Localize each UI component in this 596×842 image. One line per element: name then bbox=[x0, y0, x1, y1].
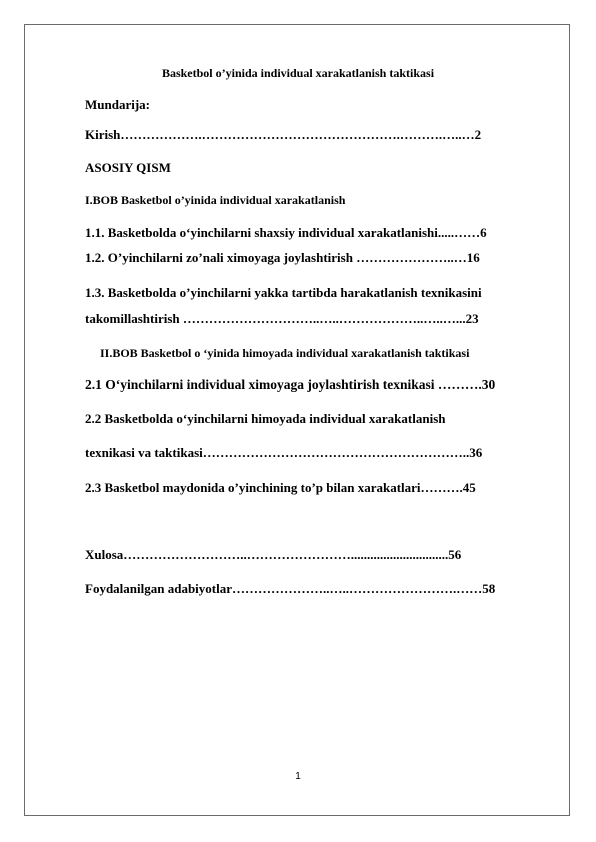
contents-heading: Mundarija: bbox=[85, 97, 150, 112]
toc-entry-2-2-continued: texnikasi va taktikasi……………………………………………………..36 bbox=[85, 445, 483, 460]
toc-entry-references: Foydalanilgan adabiyotlar…………………..…..…………………….……58 bbox=[85, 581, 496, 596]
toc-entry-introduction: Kirish……………….……………………………………….……….…..…2 bbox=[85, 127, 482, 142]
toc-entry-conclusion: Xulosa………………………..……………………..............................56 bbox=[85, 547, 462, 562]
page-number: 1 bbox=[295, 771, 301, 782]
toc-entry-2-2: 2.2 Basketbolda o‘yinchilarni himoyada individual xarakatlanish bbox=[85, 411, 446, 426]
toc-entry-2-3: 2.3 Basketbol maydonida o’yinchining to’p bilan xarakatlari……….45 bbox=[85, 480, 476, 495]
toc-chapter-1: I.BOB Basketbol o’yinida individual xarakatlanish bbox=[85, 193, 346, 207]
toc-entry-1-3-continued: takomillashtirish …………………………..…..………………..…..…...23 bbox=[85, 311, 479, 326]
toc-entry-2-1: 2.1 O‘yinchilarni individual ximoyaga joylashtirish texnikasi ……….30 bbox=[85, 377, 496, 392]
toc-section-main: ASOSIY QISM bbox=[85, 160, 171, 175]
toc-entry-1-2: 1.2. O’yinchilarni zo’nali ximoyaga joylashtirish …………………..…16 bbox=[85, 250, 480, 265]
toc-entry-1-1: 1.1. Basketbolda o‘yinchilarni shaxsiy individual xarakatlanishi.....……6 bbox=[85, 225, 487, 240]
toc-chapter-2: II.BOB Basketbol o ‘yinida himoyada individual xarakatlanish taktikasi bbox=[100, 346, 470, 360]
document-title: Basketbol o’yinida individual xarakatlanish taktikasi bbox=[161, 66, 435, 80]
toc-entry-1-3: 1.3. Basketbolda o’yinchilarni yakka tartibda harakatlanish texnikasini bbox=[85, 285, 482, 300]
